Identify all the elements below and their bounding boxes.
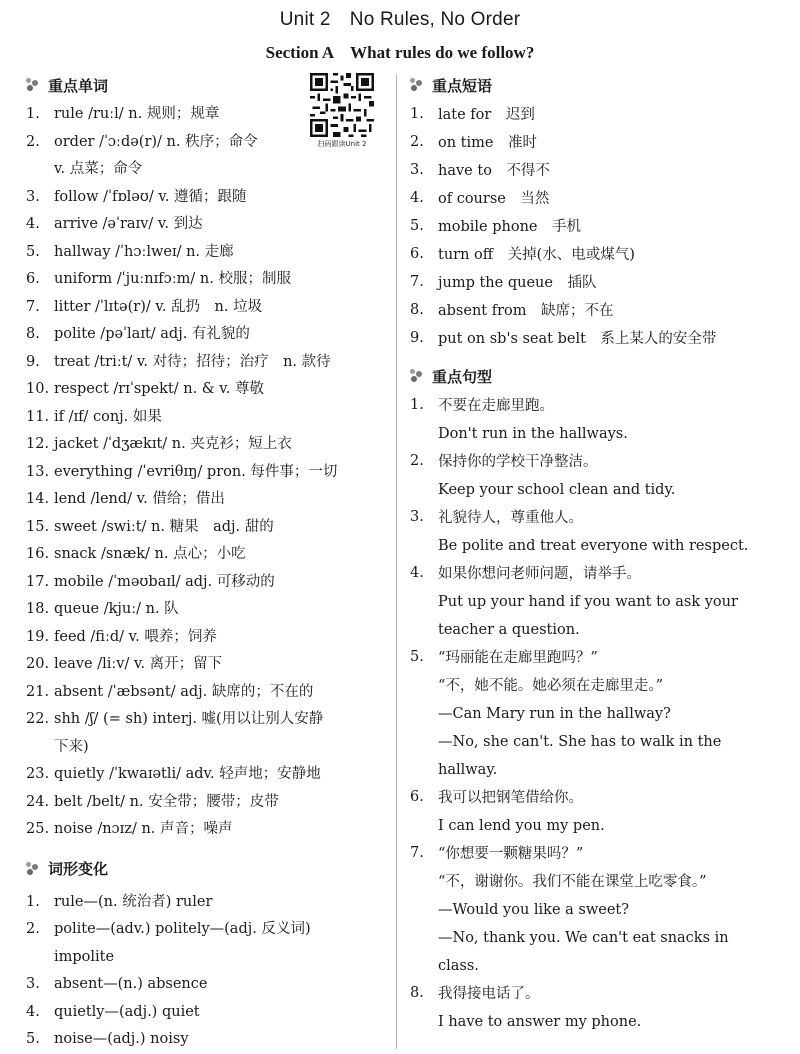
item-number: 2. <box>410 134 424 150</box>
item-text: rule /ruːl/ n. 规则；规章 <box>54 106 220 122</box>
item-text: order /ˈɔːdə(r)/ n. 秩序；命令 <box>54 133 258 150</box>
list-item <box>410 297 788 325</box>
item-text: mobile /ˈməʊbaɪl/ adj. 可移动的 <box>54 573 275 590</box>
item-number: 5. <box>26 1031 40 1047</box>
item-text: Be polite and treat everyone with respect. <box>438 538 749 554</box>
column-divider <box>396 74 397 1049</box>
list-item <box>26 916 386 944</box>
list-item <box>410 784 788 812</box>
sentences-list <box>410 392 788 1036</box>
item-number <box>410 896 438 924</box>
section-title: 重点短语 <box>432 76 493 95</box>
item-number: 2. <box>410 453 424 469</box>
item-number: 25. <box>26 821 50 837</box>
item-number: 3. <box>410 509 424 525</box>
item-text: uniform /ˈjuːnɪfɔːm/ n. 校服；制服 <box>54 271 291 287</box>
list-item <box>410 532 788 560</box>
list-item <box>26 486 386 514</box>
item-number: 4. <box>26 1003 40 1020</box>
item-text: I have to answer my phone. <box>438 1014 642 1030</box>
item-number: 11. <box>26 408 50 425</box>
list-item <box>26 816 386 844</box>
item-text: hallway /ˈhɔːlweɪ/ n. 走廊 <box>54 243 234 260</box>
item-number: 17. <box>26 573 50 590</box>
list-item <box>26 999 386 1027</box>
list-item <box>410 101 788 129</box>
item-text: snack /snæk/ n. 点心；小吃 <box>54 546 246 562</box>
item-text: 不要在走廊里跑。 <box>438 398 554 414</box>
item-number <box>410 924 438 952</box>
list-item <box>410 504 788 532</box>
item-number <box>410 952 438 980</box>
item-number: 5. <box>410 218 424 234</box>
list-item <box>410 588 788 616</box>
item-number: 4. <box>26 216 40 232</box>
list-item <box>410 952 788 980</box>
item-number: 12. <box>26 436 50 452</box>
phrases-list <box>410 101 788 353</box>
list-item <box>26 211 386 239</box>
item-text: sweet /swiːt/ n. 糖果 adj. 甜的 <box>54 518 274 535</box>
item-text: if /ɪf/ conj. 如果 <box>54 408 162 425</box>
item-number: 7. <box>410 274 424 290</box>
item-text: belt /belt/ n. 安全带；腰带；皮带 <box>54 793 279 810</box>
item-text: litter /ˈlɪtə(r)/ v. 乱扔 n. 垃圾 <box>54 298 263 315</box>
item-number <box>26 944 54 972</box>
item-text: respect /rɪˈspekt/ n. & v. 尊敬 <box>54 381 264 397</box>
item-text: have to 不得不 <box>438 163 550 179</box>
list-item <box>26 101 386 129</box>
section-heading-vocab <box>26 72 386 98</box>
list-item <box>26 761 386 789</box>
item-text: of course 当然 <box>438 191 550 207</box>
list-item <box>26 789 386 817</box>
list-item <box>26 239 386 267</box>
item-text: quietly /ˈkwaɪətli/ adv. 轻声地；安静地 <box>54 766 321 782</box>
item-number: 5. <box>410 649 424 665</box>
item-text: noise—(adj.) noisy <box>54 1031 189 1047</box>
item-text: leave /liːv/ v. 离开；留下 <box>54 656 223 672</box>
list-item <box>410 269 788 297</box>
list-item <box>410 1008 788 1036</box>
item-text: 如果你想问老师问题，请举手。 <box>438 566 641 582</box>
list-item <box>410 213 788 241</box>
item-number: 9. <box>410 330 424 346</box>
list-item <box>410 185 788 213</box>
list-item <box>26 184 386 212</box>
list-item <box>26 596 386 624</box>
item-number: 20. <box>26 656 50 672</box>
list-item <box>410 840 788 868</box>
item-text: polite /pəˈlaɪt/ adj. 有礼貌的 <box>54 326 250 342</box>
item-text: treat /triːt/ v. 对待；招待；治疗 n. 款待 <box>54 353 331 370</box>
list-item <box>410 756 788 784</box>
item-text: noise /nɔɪz/ n. 声音；噪声 <box>54 821 233 837</box>
item-text: Put up your hand if you want to ask your <box>438 594 738 610</box>
item-number <box>410 672 438 700</box>
list-item <box>410 896 788 924</box>
item-number: 21. <box>26 683 50 700</box>
item-text: “你想要一颗糖果吗？” <box>438 846 584 862</box>
list-item <box>410 392 788 420</box>
item-number <box>410 476 438 504</box>
item-text: on time 准时 <box>438 135 537 151</box>
list-item <box>26 624 386 652</box>
item-number: 16. <box>26 546 50 562</box>
item-number: 2. <box>26 921 40 937</box>
list-item <box>26 651 386 679</box>
section-heading-forms <box>26 856 386 882</box>
item-text: turn off 关掉(水、电或煤气) <box>438 247 635 263</box>
item-number <box>410 588 438 616</box>
item-number: 3. <box>26 188 40 205</box>
item-number: 19. <box>26 628 50 645</box>
item-number <box>410 616 438 644</box>
list-item <box>410 157 788 185</box>
item-number: 14. <box>26 491 50 507</box>
list-item <box>410 924 788 952</box>
item-number: 9. <box>26 353 40 370</box>
item-number <box>26 156 54 184</box>
item-number: 1. <box>410 397 424 413</box>
item-number <box>410 756 438 784</box>
item-text: —Can Mary run in the hallway? <box>438 706 671 722</box>
item-text: —Would you like a sweet? <box>438 902 630 918</box>
item-number: 6. <box>26 271 40 287</box>
list-item <box>410 644 788 672</box>
item-number: 8. <box>26 326 40 342</box>
item-text: absent—(n.) absence <box>54 976 208 992</box>
list-item <box>26 514 386 542</box>
item-number <box>410 420 438 448</box>
list-item <box>410 448 788 476</box>
qr-caption: 扫码跟读Unit 2 <box>317 140 367 148</box>
page-title: Unit 2 No Rules, No Order <box>279 9 521 30</box>
list-item <box>410 241 788 269</box>
item-number: 4. <box>410 565 424 581</box>
item-number: 1. <box>410 106 424 122</box>
list-item <box>26 129 386 157</box>
item-text: arrive /əˈraɪv/ v. 到达 <box>54 216 203 232</box>
bullet-dots-icon <box>410 78 424 92</box>
section-title: 重点单词 <box>48 76 109 95</box>
item-number <box>410 728 438 756</box>
list-item <box>410 980 788 1008</box>
item-text: 我可以把钢笔借给你。 <box>438 790 583 806</box>
item-text: —No, thank you. We can't eat snacks in <box>438 930 729 946</box>
list-item <box>26 321 386 349</box>
list-item <box>410 325 788 353</box>
item-text: lend /lend/ v. 借给；借出 <box>54 491 225 507</box>
item-number: 23. <box>26 766 50 782</box>
bullet-dots-icon <box>410 369 424 383</box>
list-item <box>26 404 386 432</box>
item-text: 保持你的学校干净整洁。 <box>438 454 598 470</box>
left-column <box>26 72 386 1054</box>
list-item <box>410 560 788 588</box>
bullet-dots-icon <box>26 862 40 876</box>
item-text: 下来) <box>54 738 89 755</box>
item-number <box>410 532 438 560</box>
vocab-list <box>26 101 386 844</box>
item-text: v. 点菜；命令 <box>54 161 143 177</box>
item-text: impolite <box>54 948 115 965</box>
item-number: 8. <box>410 302 424 318</box>
item-number: 7. <box>410 845 424 861</box>
item-text: absent /ˈæbsənt/ adj. 缺席的；不在的 <box>54 683 314 700</box>
list-item <box>26 889 386 917</box>
item-number: 8. <box>410 985 424 1001</box>
list-item <box>410 476 788 504</box>
item-text: quietly—(adj.) quiet <box>54 1003 200 1020</box>
item-number: 1. <box>26 106 40 122</box>
list-item <box>26 1026 386 1054</box>
item-number <box>410 700 438 728</box>
item-text: I can lend you my pen. <box>438 818 605 834</box>
item-text: jump the queue 插队 <box>438 275 597 291</box>
list-item <box>410 420 788 448</box>
item-text: late for 迟到 <box>438 107 535 123</box>
list-item <box>26 349 386 377</box>
item-number: 24. <box>26 793 50 810</box>
item-text: queue /kjuː/ n. 队 <box>54 601 179 617</box>
item-number <box>410 1008 438 1036</box>
item-number: 18. <box>26 601 50 617</box>
right-column <box>410 72 788 1036</box>
item-text: “不，谢谢你。我们不能在课堂上吃零食。” <box>438 874 707 890</box>
item-number: 10. <box>26 381 50 397</box>
list-item <box>410 812 788 840</box>
item-number <box>410 812 438 840</box>
list-item <box>410 868 788 896</box>
item-number: 3. <box>26 976 40 992</box>
list-item <box>410 616 788 644</box>
forms-list <box>26 889 386 1054</box>
list-item <box>26 971 386 999</box>
list-item <box>410 672 788 700</box>
item-number: 13. <box>26 463 50 480</box>
list-item <box>26 734 386 762</box>
item-text: Keep your school clean and tidy. <box>438 482 676 498</box>
item-text: Don't run in the hallways. <box>438 426 628 442</box>
list-item <box>26 944 386 972</box>
list-item <box>26 266 386 294</box>
item-text: everything /ˈevriθɪŋ/ pron. 每件事；一切 <box>54 463 338 480</box>
item-number <box>410 868 438 896</box>
list-item <box>26 706 386 734</box>
page-subtitle: Section A What rules do we follow? <box>265 43 535 62</box>
item-number: 2. <box>26 133 40 150</box>
list-item <box>26 569 386 597</box>
item-number: 7. <box>26 298 40 315</box>
item-text: polite—(adv.) politely—(adj. 反义词) <box>54 921 311 937</box>
item-text: class. <box>438 958 479 974</box>
section-title: 重点句型 <box>432 367 493 386</box>
list-item <box>410 129 788 157</box>
item-text: mobile phone 手机 <box>438 219 581 235</box>
item-text: 礼貌待人，尊重他人。 <box>438 510 583 526</box>
item-text: shh /ʃ/ (= sh) interj. 嘘(用以让别人安静 <box>54 711 324 727</box>
item-number: 6. <box>410 789 424 805</box>
item-text: “不，她不能。她必须在走廊里走。” <box>438 678 664 694</box>
list-item <box>26 376 386 404</box>
list-item <box>26 459 386 487</box>
item-text: rule—(n. 统治者) ruler <box>54 893 213 910</box>
item-text: jacket /ˈdʒækɪt/ n. 夹克衫；短上衣 <box>54 436 292 452</box>
section-heading-phrases <box>410 72 788 98</box>
list-item <box>26 294 386 322</box>
list-item <box>410 728 788 756</box>
section-heading-sentences <box>410 363 788 389</box>
item-text: teacher a question. <box>438 622 580 638</box>
list-item <box>26 541 386 569</box>
item-number: 3. <box>410 162 424 178</box>
item-number <box>26 734 54 762</box>
item-text: hallway. <box>438 762 498 778</box>
item-text: —No, she can't. She has to walk in the <box>438 734 722 750</box>
item-number: 22. <box>26 711 50 727</box>
item-number: 6. <box>410 246 424 262</box>
item-number: 4. <box>410 190 424 206</box>
list-item <box>26 431 386 459</box>
list-item <box>26 156 386 184</box>
item-number: 15. <box>26 518 50 535</box>
item-text: feed /fiːd/ v. 喂养；饲养 <box>54 628 217 645</box>
section-title: 词形变化 <box>48 860 109 878</box>
list-item <box>410 700 788 728</box>
item-text: follow /ˈfɒləʊ/ v. 遵循；跟随 <box>54 188 247 205</box>
item-text: 我得接电话了。 <box>438 986 540 1002</box>
item-text: “玛丽能在走廊里跑吗？” <box>438 650 598 666</box>
item-number: 1. <box>26 893 40 910</box>
list-item <box>26 679 386 707</box>
item-text: absent from 缺席；不在 <box>438 303 614 319</box>
item-number: 5. <box>26 243 40 260</box>
item-text: put on sb's seat belt 系上某人的安全带 <box>438 331 717 347</box>
bullet-dots-icon <box>26 78 40 92</box>
